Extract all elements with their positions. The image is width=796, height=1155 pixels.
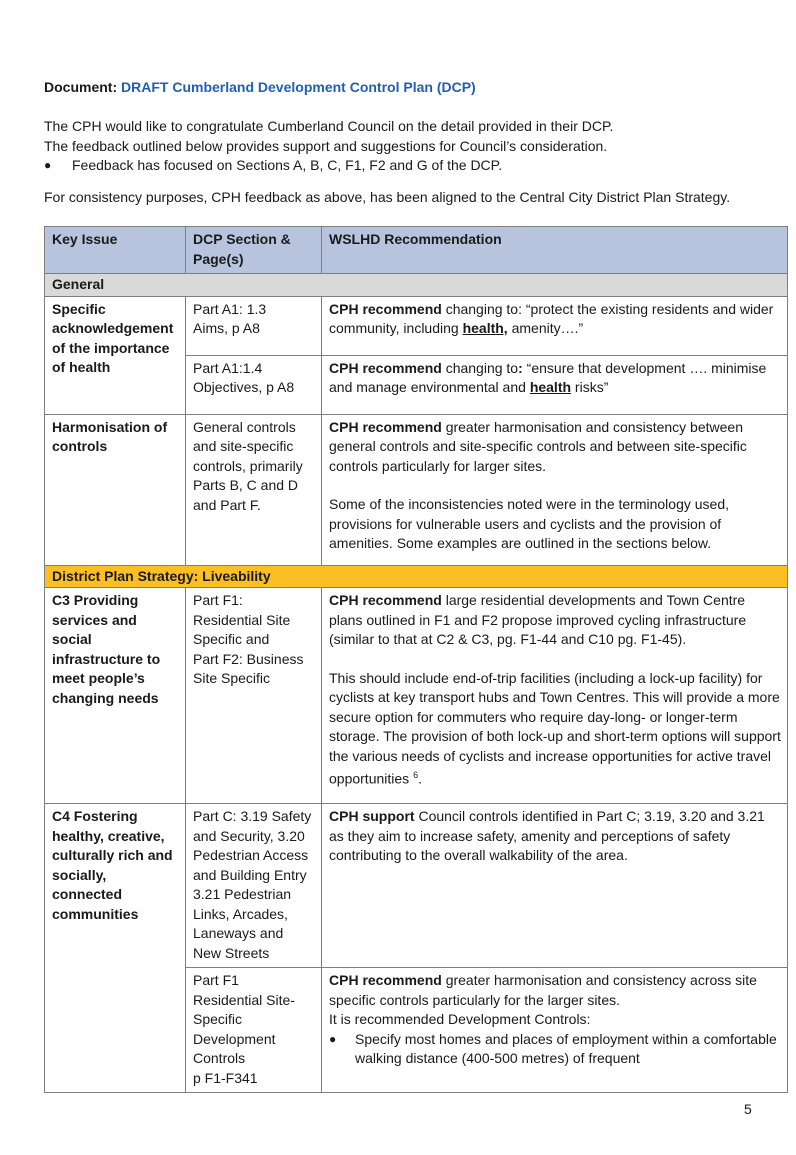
recommendation-cell: CPH recommend changing to: “ensure that development …. minimise and manage environmental and health risks”: [322, 355, 788, 414]
recommendation-cell: CPH recommend greater harmonisation and consistency between general controls and site-specific controls and between site-specific controls particularly for larger sites. Some of the inconsistencies noted were in the terminology used, provisions for vulnerable users and cyclists and the provision of amenities. Some examples are outlined in the sections below.: [322, 414, 788, 565]
intro-bullet: [44, 156, 784, 176]
intro-line-2: The feedback outlined below provides support and suggestions for Council’s consideration.: [44, 137, 608, 154]
key-issue-cell: Harmonisation of controls: [45, 414, 186, 565]
intro-line-1: The CPH would like to congratulate Cumberland Council on the detail provided in their DCP.: [44, 118, 614, 134]
column-header-key-issue: Key Issue: [45, 227, 186, 274]
section-label-liveability: District Plan Strategy: Liveability: [45, 565, 788, 588]
recommendation-cell: CPH recommend changing to: “protect the existing residents and wider community, including health, amenity….”: [322, 296, 788, 355]
recommendation-cell: CPH recommend large residential developments and Town Centre plans outlined in F1 and F2 propose improved cycling infrastructure (similar to that at C2 & C3, pg. F1-44 and C10 pg. F1-45). This should include end-of-trip facilities (including a lock-up facility) for cyclists at key transport hubs and Town Centres. This will provide a more secure option for commuters who require day-long- or longer-term storage. The provision of both lock-up and short-term options will support the various needs of cyclists and increase opportunities for active travel opportunities $^6$.: [322, 588, 788, 804]
section-cell: Part A1: 1.3 Aims, p A8: [186, 296, 322, 355]
recommendation-cell: CPH recommend greater harmonisation and consistency across site specific controls particularly for the larger sites. It is recommended Development Controls: ● Specify most homes and places of employment within a comfortable walking distance (400-500 metres) of frequent: [322, 968, 788, 1093]
column-header-recommendation: WSLHD Recommendation: [322, 227, 788, 274]
section-cell: Part F1: Residential Site Specific and Part F2: Business Site Specific: [186, 588, 322, 804]
section-cell: Part C: 3.19 Safety and Security, 3.20 Pedestrian Access and Building Entry 3.21 Pedestrian Links, Arcades, Laneways and New Streets: [186, 804, 322, 968]
key-issue-cell: C3 Providing services and social infrastructure to meet people’s changing needs: [45, 588, 186, 804]
table-header-row: [45, 227, 788, 274]
key-issue-cell: Specific acknowledgement of the importance of health: [45, 296, 186, 414]
section-cell: Part F1 Residential Site-Specific Development Controls p F1-F341: [186, 968, 322, 1093]
document-title: DRAFT Cumberland Development Control Plan (DCP): [121, 79, 476, 95]
column-header-dcp-section: DCP Section & Page(s): [186, 227, 322, 274]
table-row: [45, 414, 788, 565]
key-issue-cell: C4 Fostering healthy, creative, culturally rich and socially, connected communities: [45, 804, 186, 1093]
consistency-note: For consistency purposes, CPH feedback as above, has been aligned to the Central City District Plan Strategy.: [44, 189, 731, 205]
document-label: Document:: [44, 79, 118, 95]
recommendation-cell: CPH support Council controls identified in Part C; 3.19, 3.20 and 3.21 as they aim to increase safety, amenity and perceptions of safety contributing to the overall walkability of the area.: [322, 804, 788, 968]
bullet-icon: ●: [329, 1031, 337, 1046]
section-label-general: General: [45, 274, 788, 297]
bullet-icon: ●: [44, 158, 52, 172]
list-item: ● Specify most homes and places of employment within a comfortable walking distance (400-500 metres) of frequent: [329, 1030, 781, 1069]
section-cell: Part A1:1.4 Objectives, p A8: [186, 355, 322, 414]
page-number: 5: [744, 1101, 752, 1117]
recommendation-list: [329, 1030, 781, 1069]
section-row-general: [45, 274, 788, 297]
section-row-liveability: [45, 565, 788, 588]
table-row: [45, 296, 788, 355]
intro-text: [44, 117, 784, 176]
table-row: [45, 588, 788, 804]
intro-bullet-text: Feedback has focused on Sections A, B, C, F1, F2 and G of the DCP.: [72, 157, 503, 173]
table-row: [45, 804, 788, 968]
section-cell: General controls and site-specific controls, primarily Parts B, C and D and Part F.: [186, 414, 322, 565]
recommendations-table: [44, 226, 788, 1093]
document-title-line: [44, 79, 476, 95]
